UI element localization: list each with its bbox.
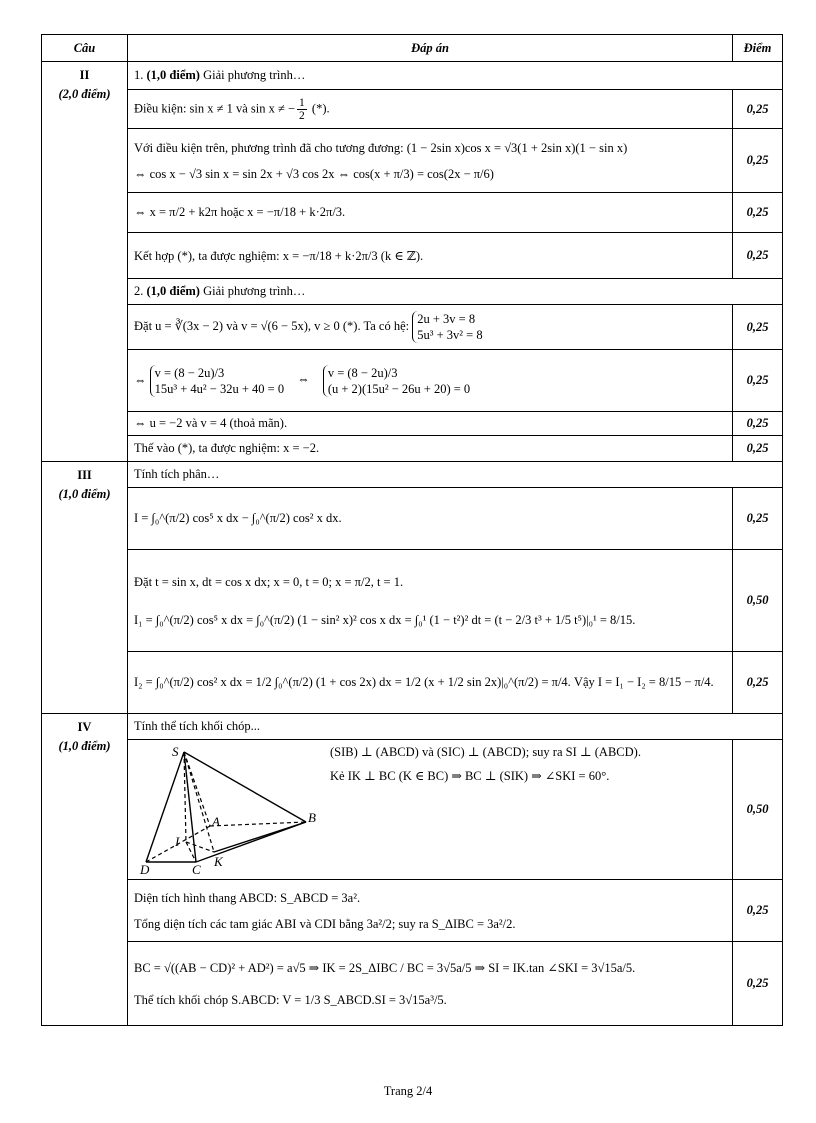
step-text: Đặt u = ∛(3x − 2) và v = √(6 − 5x), v ≥ 0 (*). Ta có hệ: <box>134 318 410 333</box>
step-line: Thể tích khối chóp S.ABCD: V = 1/3 S_ABCD.SI = 3√15a³/5. <box>134 992 447 1007</box>
score: 0,50 <box>733 550 783 652</box>
frac-den: 2 <box>299 109 305 122</box>
step-line: Diện tích hình thang ABCD: S_ABCD = 3a². <box>134 890 361 905</box>
section-number: IV <box>77 720 92 734</box>
score: 0,25 <box>733 233 783 279</box>
ii-step-4: Kết hợp (*), ta được nghiệm: x = −π/18 + k·2π/3 (k ∈ ℤ). <box>128 233 733 279</box>
step-line: I₁ = ∫₀^(π/2) cos⁵ x dx = ∫₀^(π/2) (1 − sin² x)² cos x dx = ∫₀¹ (1 − t²)² dt = (t − 2/3 t³ + 1/5 t⁵)|₀¹ = 8/15. <box>134 612 636 627</box>
section-number: III <box>77 468 92 482</box>
score: 0,25 <box>733 129 783 193</box>
ii-step-6: ⇔ v = (8 − 2u)/3 15u³ + 4u² − 32u + 40 = 0 ⇔ v = (8 − 2u)/3 (u + 2)(15u² − 26u + 20) = 0 <box>128 350 733 412</box>
page-number: Trang 2/4 <box>383 1084 433 1098</box>
iv-step-2 <box>128 880 733 942</box>
ii-step-1 <box>128 90 733 129</box>
section-points: (1,0 điểm) <box>58 487 111 501</box>
score: 0,25 <box>733 305 783 350</box>
score: 0,25 <box>733 350 783 412</box>
iv-title: Tính thể tích khối chóp... <box>128 714 783 740</box>
section-points: (2,0 điểm) <box>58 87 111 101</box>
score: 0,25 <box>733 942 783 1026</box>
part1-title <box>128 62 783 90</box>
label-d: D <box>140 862 150 874</box>
score: 0,25 <box>733 880 783 942</box>
system-eq: 15u³ + 4u² − 32u + 40 = 0 <box>154 381 285 396</box>
step-line: Kẻ IK ⊥ BC (K ∈ BC) ⇒ BC ⊥ (SIK) ⇒ ∠SKI = 60°. <box>330 769 610 783</box>
ii-step-7: ⇔ u = −2 và v = 4 (thoả mãn). <box>128 412 733 436</box>
fraction <box>297 97 307 122</box>
section-iv-label <box>42 714 128 1026</box>
part-task: Giải phương trình… <box>203 68 306 82</box>
iii-step-3: I₂ = ∫₀^(π/2) cos² x dx = 1/2 ∫₀^(π/2) (1 + cos 2x) dx = 1/2 (x + 1/2 sin 2x)|₀^(π/2) = π/4. Vậy I = I₁ − I₂ = 8/15 − π/4. <box>128 652 733 714</box>
section-ii-label <box>42 62 128 462</box>
section-iii-label <box>42 462 128 714</box>
part-points: (1,0 điểm) <box>146 284 200 298</box>
step-tail: (*). <box>311 100 330 115</box>
label-k: K <box>214 854 223 869</box>
score: 0,25 <box>733 90 783 129</box>
equation-system <box>412 311 482 343</box>
iii-step-2 <box>128 550 733 652</box>
part2-title <box>128 279 783 305</box>
step-line: ⇔ cos x − √3 sin x = sin 2x + √3 cos 2x ⇔ cos(x + π/3) = cos(2x − π/6) <box>134 166 494 181</box>
section-number: II <box>79 68 90 82</box>
section-points: (1,0 điểm) <box>58 739 111 753</box>
header-row <box>42 35 783 62</box>
pyramid-figure <box>134 742 324 874</box>
label-c: C <box>192 862 201 874</box>
iv-step-3 <box>128 942 733 1026</box>
equation-system <box>150 365 284 397</box>
score: 0,25 <box>733 652 783 714</box>
system-eq: 5u³ + 3v² = 8 <box>417 328 483 342</box>
score: 0,25 <box>733 193 783 233</box>
system-eq: v = (8 − 2u)/3 <box>327 365 398 380</box>
equation-system <box>323 365 470 397</box>
label-b: B <box>308 810 316 825</box>
label-a: A <box>212 814 220 829</box>
score: 0,25 <box>733 436 783 462</box>
step-text: Điều kiện: sin x ≠ 1 và sin x ≠ − <box>134 100 296 115</box>
part-task: Giải phương trình… <box>203 284 306 298</box>
label-s: S <box>172 744 179 759</box>
step-line: (SIB) ⊥ (ABCD) và (SIC) ⊥ (ABCD); suy ra SI ⊥ (ABCD). <box>330 745 641 759</box>
ii-step-8: Thế vào (*), ta được nghiệm: x = −2. <box>128 436 733 462</box>
ii-step-5 <box>128 305 733 350</box>
step-line: BC = √((AB − CD)² + AD²) = a√5 ⇒ IK = 2S_ΔIBC / BC = 3√5a/5 ⇒ SI = IK.tan ∠SKI = 3√15a/5. <box>134 960 636 975</box>
step-line: Với điều kiện trên, phương trình đã cho tương đương: (1 − 2sin x)cos x = √3(1 + 2sin x)(1 − sin x) <box>134 140 628 155</box>
step-line: Tổng diện tích các tam giác ABI và CDI bằng 3a²/2; suy ra S_ΔIBC = 3a²/2. <box>134 916 516 931</box>
score: 0,25 <box>733 412 783 436</box>
ii-step-2 <box>128 129 733 193</box>
score: 0,50 <box>733 740 783 880</box>
iii-step-1: I = ∫₀^(π/2) cos⁵ x dx − ∫₀^(π/2) cos² x dx. <box>128 488 733 550</box>
system-eq: v = (8 − 2u)/3 <box>154 365 225 380</box>
header-cau: Câu <box>42 35 128 62</box>
ii-step-3: ⇔ x = π/2 + k2π hoặc x = −π/18 + k·2π/3. <box>128 193 733 233</box>
part-points: (1,0 điểm) <box>146 68 200 82</box>
iii-title: Tính tích phân… <box>128 462 783 488</box>
part-number: 1. <box>134 68 144 82</box>
score: 0,25 <box>733 488 783 550</box>
label-i: I <box>175 834 180 849</box>
header-diem: Điểm <box>733 35 783 62</box>
frac-num: 1 <box>299 96 305 109</box>
header-dapan: Đáp án <box>128 35 733 62</box>
part-number: 2. <box>134 284 144 298</box>
system-eq: 2u + 3v = 8 <box>417 312 476 326</box>
iv-step-1 <box>128 740 733 880</box>
step-line: Đặt t = sin x, dt = cos x dx; x = 0, t = 0; x = π/2, t = 1. <box>134 574 404 589</box>
answer-table <box>41 34 783 1026</box>
system-eq: (u + 2)(15u² − 26u + 20) = 0 <box>327 381 471 396</box>
